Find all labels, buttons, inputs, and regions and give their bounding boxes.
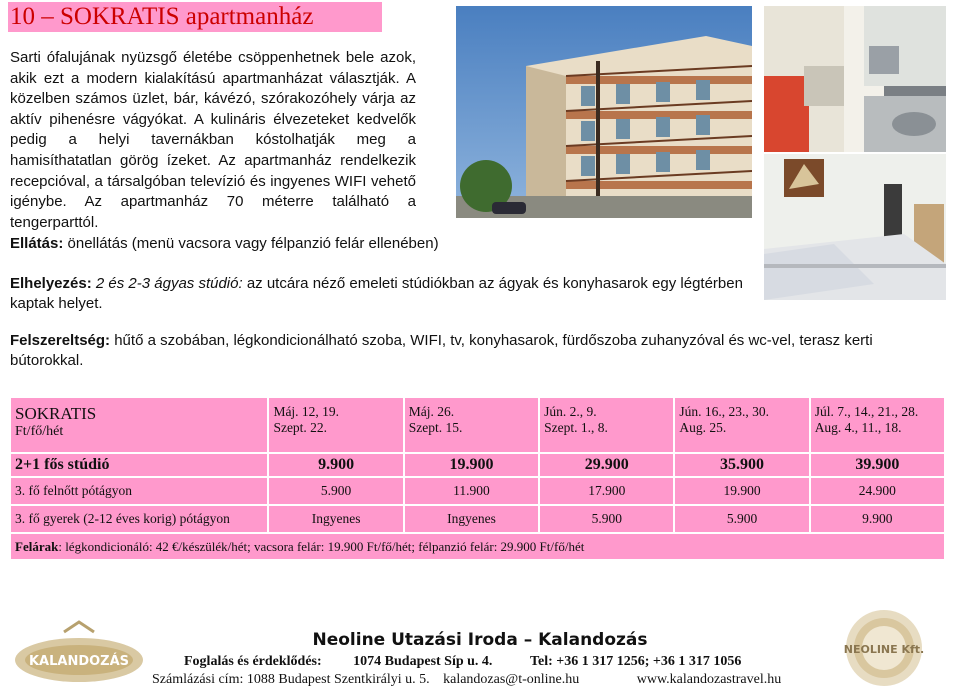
price-cell: 29.900 <box>539 453 674 477</box>
row-label: 3. fő gyerek (2-12 éves korig) pótágyon <box>10 505 268 533</box>
contact-label: Foglalás és érdeklődés: <box>184 654 322 669</box>
period-line-1: Máj. 26. <box>408 404 455 419</box>
price-cell: 9.900 <box>268 453 403 477</box>
period-line-1: Máj. 12, 19. <box>273 404 340 419</box>
footer-web[interactable]: www.kalandozastravel.hu <box>636 672 782 687</box>
period-cell <box>810 397 945 453</box>
footer-contact-line <box>184 654 741 670</box>
logo-left-text: KALANDOZÁS <box>28 654 130 669</box>
surcharge-label: Felárak <box>15 538 59 554</box>
surcharge-cell <box>10 533 945 560</box>
price-cell: 5.900 <box>674 505 809 533</box>
period-cell <box>268 397 403 453</box>
price-cell: 5.900 <box>268 477 403 505</box>
price-cell: 17.900 <box>539 477 674 505</box>
bedroom-photo <box>764 154 946 300</box>
ellatas-label: Ellátás: <box>10 235 64 252</box>
building-photo <box>456 6 752 218</box>
footer-billing-line <box>152 672 781 688</box>
price-cell: 9.900 <box>810 505 945 533</box>
period-line-2: Szept. 15. <box>408 420 463 435</box>
period-line-1: Júl. 7., 14., 21., 28. <box>814 404 919 419</box>
price-cell: Ingyenes <box>404 505 539 533</box>
felszereltseg-label: Felszereltség: <box>10 332 111 349</box>
period-line-2: Aug. 25. <box>679 420 727 435</box>
footer-phone: Tel: +36 1 317 1256; +36 1 317 1056 <box>529 654 742 669</box>
table-name: SOKRATIS <box>15 404 97 423</box>
felszereltseg-line <box>10 331 950 371</box>
period-cell <box>539 397 674 453</box>
page-title: 10 – SOKRATIS apartmanház <box>8 2 382 32</box>
price-cell: 19.900 <box>404 453 539 477</box>
price-cell: Ingyenes <box>268 505 403 533</box>
felszereltseg-text: hűtő a szobában, légkondicionálható szoba, WIFI, tv, konyhasarok, fürdőszoba zuhanyzóval és wc-vel, terasz kerti bútorokkal. <box>10 332 873 369</box>
elhelyezes-italic: 2 és 2-3 ágyas stúdió: <box>91 275 243 292</box>
elhelyezes-label: Elhelyezés: <box>10 275 92 292</box>
period-cell <box>674 397 809 453</box>
price-cell: 5.900 <box>539 505 674 533</box>
ellatas-text: önellátás (menü vacsora vagy félpanzió felár ellenében) <box>63 235 439 252</box>
footer-email[interactable]: kalandozas@t-online.hu <box>443 672 580 687</box>
row-label: 2+1 fős stúdió <box>10 453 268 477</box>
period-line-2: Szept. 1., 8. <box>544 420 608 435</box>
price-cell: 24.900 <box>810 477 945 505</box>
table-unit: Ft/fő/hét <box>15 424 64 439</box>
ellatas-line <box>10 234 439 254</box>
logo-right-text: NEOLINE Kft. <box>843 643 925 656</box>
period-line-2: Szept. 22. <box>273 420 328 435</box>
period-line-2: Aug. 4., 11., 18. <box>814 420 902 435</box>
footer-billing: Számlázási cím: 1088 Budapest Szentkirályi u. 5. <box>152 672 430 687</box>
kitchen-photo <box>764 6 946 152</box>
price-cell: 19.900 <box>674 477 809 505</box>
footer-title: Neoline Utazási Iroda – Kalandozás <box>312 630 648 650</box>
table-header-row <box>10 397 945 453</box>
footer-address: 1074 Budapest Síp u. 4. <box>353 654 493 669</box>
period-cell <box>404 397 539 453</box>
period-line-1: Jún. 16., 23., 30. <box>679 404 770 419</box>
table-title-cell <box>10 397 268 453</box>
price-cell: 35.900 <box>674 453 809 477</box>
surcharge-row <box>10 533 945 560</box>
surcharge-text: : légkondicionáló: 42 €/készülék/hét; vacsora felár: 19.900 Ft/fő/hét; félpanzió felár: 29.900 Ft/fő/hét <box>58 538 585 554</box>
table-row <box>10 453 945 477</box>
row-label: 3. fő felnőtt pótágyon <box>10 477 268 505</box>
price-table <box>9 396 946 561</box>
elhelyezes-line <box>10 274 755 314</box>
table-row <box>10 477 945 505</box>
price-cell: 39.900 <box>810 453 945 477</box>
elhelyezes-text: az utcára néző emeleti stúdiókban az ágyak és konyhasarok egy légtérben kaptak helyet. <box>10 275 743 312</box>
intro-paragraph: Sarti ófalujának nyüzsgő életébe csöppenhetnek bele azok, akik ezt a modern kialakítású apartmanházat választják. A közelben számos üzlet, bár, kávézó, szórakozóhely várja az aktív pihenésre vágyókat. A kulináris élvezeteket kedvelők pedig a helyi tavernákban kóstolhatják meg a hamisíthatatlan görög ízeket. Az apartmanház rendelkezik recepcióval, a társalgóban televízió és ingyenes WIFI vehető igénybe. Az apartmanház 70 méterre található a tengerparttól. <box>10 49 416 231</box>
table-row <box>10 505 945 533</box>
price-cell: 11.900 <box>404 477 539 505</box>
period-line-1: Jún. 2., 9. <box>544 404 597 419</box>
